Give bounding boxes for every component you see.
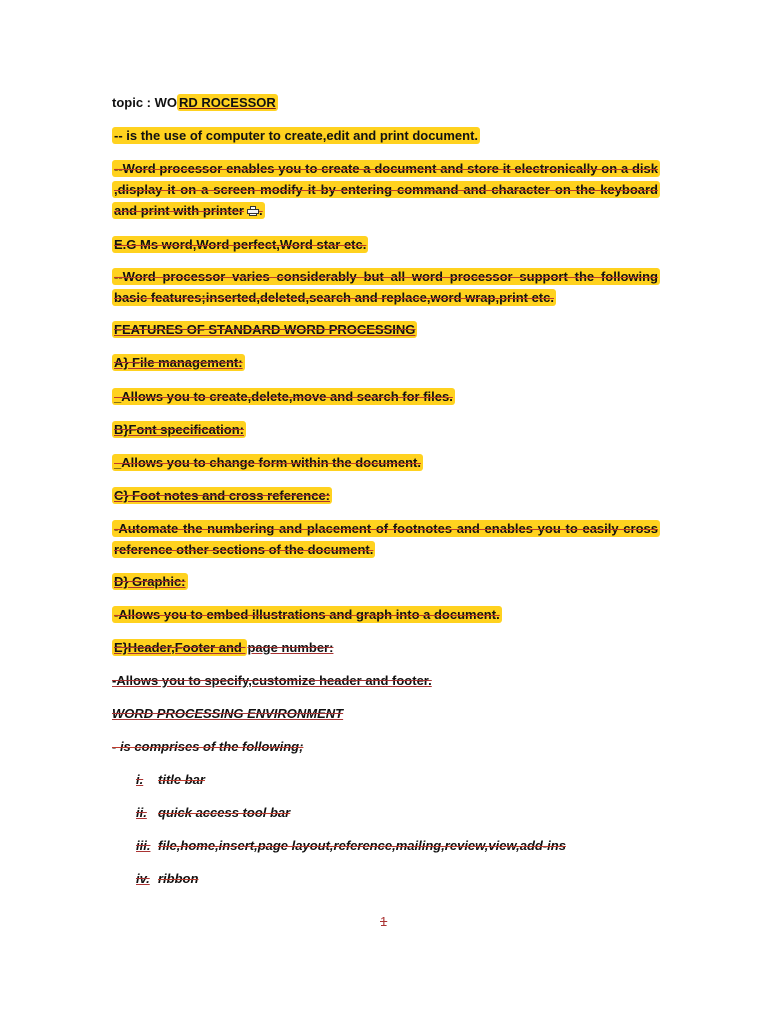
topic-label: topic : WO xyxy=(112,95,177,110)
feature-d-title: D} Graphic: xyxy=(114,574,186,589)
environment-item-quick-access: ii. quick access tool bar xyxy=(136,805,291,820)
feature-c-title: C} Foot notes and cross reference: xyxy=(114,488,330,503)
topic-title: RD ROCESSOR xyxy=(179,95,276,110)
enables-paragraph xyxy=(112,158,660,221)
feature-e-title: E}Header,Footer and page number: xyxy=(114,640,334,655)
environment-item-title-bar: i. title bar xyxy=(136,772,205,787)
feature-a-desc: _Allows you to create,delete,move and search for files. xyxy=(114,389,453,404)
environment-heading: WORD PROCESSING ENVIRONMENT xyxy=(112,706,344,721)
definition-text: -- is the use of computer to create,edit and print document. xyxy=(114,128,479,143)
topic-line xyxy=(112,94,660,111)
examples-line xyxy=(112,236,660,253)
enables-text: --Word processor enables you to create a document and store it electronically on a disk ,display it on a screen modify it by entering command and character on the keyboard and print with printer . xyxy=(114,161,658,218)
feature-b-desc: _Allows you to change form within the document. xyxy=(114,455,421,470)
varies-text: --Word processor varies considerably but all word processor support the following basic features;inserted,deleted,search and replace,word wrap,print etc. xyxy=(114,269,658,305)
page-number: 1 xyxy=(380,914,388,929)
features-heading-text: FEATURES OF STANDARD WORD PROCESSING xyxy=(114,322,416,337)
features-heading xyxy=(112,321,660,338)
feature-b-title: B}Font specification: xyxy=(114,422,245,437)
feature-d-desc: -Allows you to embed illustrations and graph into a document. xyxy=(114,607,500,622)
feature-e-desc: -Allows you to specify,customize header and footer. xyxy=(112,673,432,688)
environment-item-tabs: iii. file,home,insert,page layout,reference,mailing,review,view,add-ins xyxy=(136,838,566,853)
environment-intro: - is comprises of the following; xyxy=(112,739,304,754)
varies-paragraph xyxy=(112,266,660,308)
definition-line xyxy=(112,127,660,144)
feature-c-desc: -Automate the numbering and placement of footnotes and enables you to easily cross reference other sections of the document. xyxy=(114,521,658,557)
environment-item-ribbon: iv. ribbon xyxy=(136,871,199,886)
examples-text: E.G Ms word,Word perfect,Word star etc. xyxy=(114,237,367,252)
feature-a-title: A} File management: xyxy=(114,355,243,370)
printer-icon xyxy=(247,206,259,216)
